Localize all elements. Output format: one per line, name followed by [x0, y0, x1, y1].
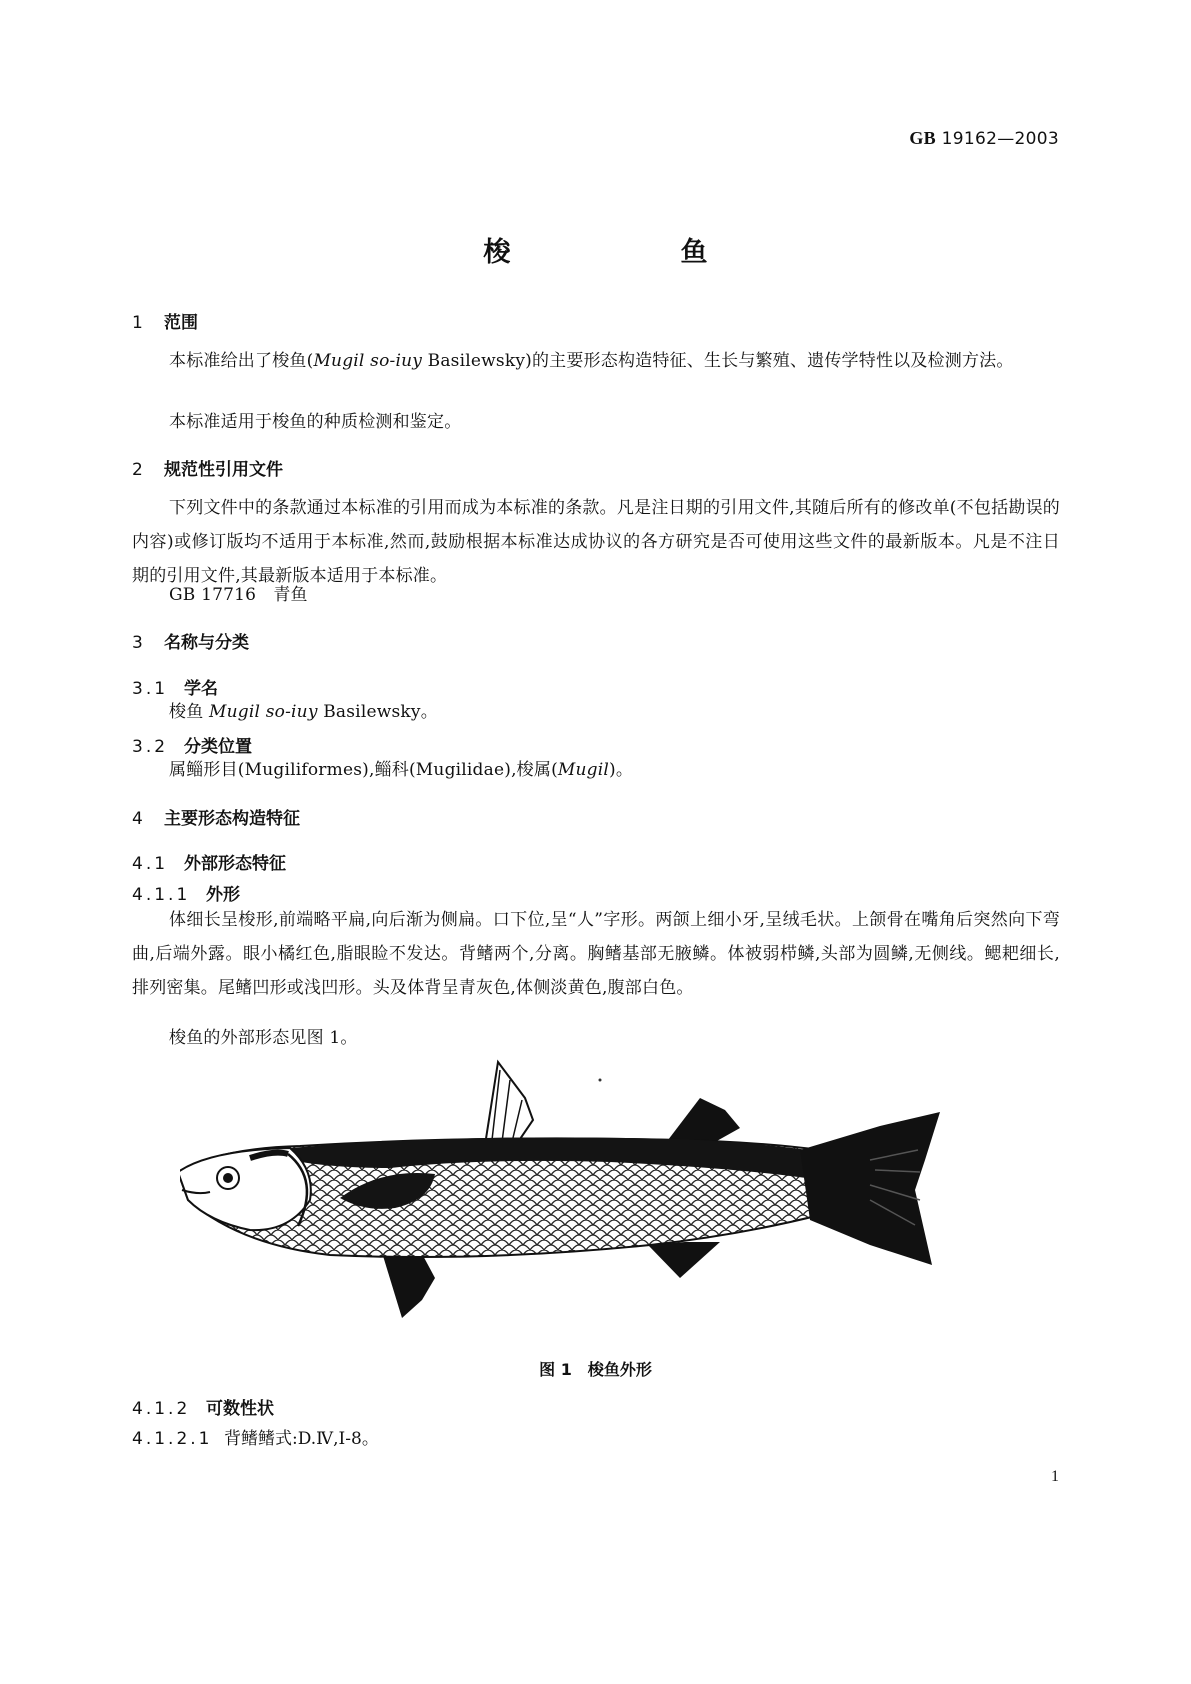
- section-number: 3.1: [132, 679, 169, 699]
- section-heading-4: [132, 804, 300, 829]
- standard-prefix: GB: [909, 128, 936, 148]
- fish-illustration: [180, 1050, 960, 1350]
- section-heading-4-1-2: [132, 1394, 274, 1419]
- section-number: 4: [132, 809, 146, 829]
- text-run: 属鲻形目(Mugiliformes),鲻科(Mugilidae),梭属(: [169, 760, 558, 780]
- section-heading-1: [132, 308, 198, 333]
- clause-4-1-2-1: [132, 1424, 379, 1449]
- genus-name: Mugil: [557, 760, 610, 780]
- section-title: 可数性状: [206, 1399, 274, 1419]
- section-heading-4-1-1: [132, 880, 240, 905]
- section-number: 1: [132, 313, 146, 333]
- section-title: 外部形态特征: [184, 854, 286, 874]
- fish-illustration-icon: [180, 1050, 960, 1350]
- section-number: 4.1.2.1: [132, 1429, 213, 1449]
- section-number: 4.1.1: [132, 885, 191, 905]
- section-title: 分类位置: [184, 737, 252, 757]
- document-title: 梭鱼: [483, 237, 878, 268]
- text-run: 梭鱼: [169, 702, 210, 722]
- paragraph: [132, 344, 1060, 378]
- standard-number: [909, 128, 1059, 149]
- section-heading-3: [132, 628, 249, 653]
- page-number: 1: [1051, 1468, 1059, 1485]
- figure-caption: 图 1 梭鱼外形: [539, 1360, 652, 1379]
- section-title: 外形: [206, 885, 240, 905]
- section-title: 学名: [184, 679, 218, 699]
- scientific-name: Mugil so-iuy: [313, 351, 423, 371]
- standard-code: 19162—2003: [941, 129, 1059, 149]
- text-run: 本标准给出了梭鱼(: [169, 351, 314, 371]
- section-title: 范围: [164, 313, 198, 333]
- section-heading-2: [132, 455, 283, 480]
- paragraph: 本标准适用于梭鱼的种质检测和鉴定。: [169, 412, 462, 432]
- dorsal-fin-formula: 背鳍鳍式:D.Ⅳ,Ⅰ-8。: [224, 1429, 379, 1449]
- paragraph: [169, 695, 1060, 729]
- section-number: 3.2: [132, 737, 169, 757]
- paragraph: 梭鱼的外部形态见图 1。: [169, 1028, 358, 1048]
- paragraph: 下列文件中的条款通过本标准的引用而成为本标准的条款。凡是注日期的引用文件,其随后所有的修改单(不包括勘误的内容)或修订版均不适用于本标准,然而,鼓励根据本标准达成协议的各方研究是否可使用这些文件的最新版本。凡是不注日期的引用文件,其最新版本适用于本标准。: [132, 498, 1060, 586]
- text-run: Basilewsky。: [317, 702, 438, 722]
- section-title: 主要形态构造特征: [164, 809, 300, 829]
- text-run: Basilewsky)的主要形态构造特征、生长与繁殖、遗传学特性以及检测方法。: [422, 351, 1014, 371]
- paragraph: [169, 753, 1060, 787]
- section-number: 3: [132, 633, 146, 653]
- section-title: 规范性引用文件: [164, 460, 283, 480]
- section-number: 2: [132, 460, 146, 480]
- section-number: 4.1.2: [132, 1399, 191, 1419]
- section-number: 4.1: [132, 854, 169, 874]
- text-run: )。: [609, 760, 634, 780]
- scientific-name: Mugil so-iuy: [209, 702, 318, 722]
- paragraph: 体细长呈梭形,前端略平扁,向后渐为侧扁。口下位,呈“人”字形。两颌上细小牙,呈绒毛状。上颌骨在嘴角后突然向下弯曲,后端外露。眼小橘红色,脂眼睑不发达。背鳍两个,分离。胸鳍基部无腋鳞。体被弱栉鳞,头部为圆鳞,无侧线。鳃耙细长,排列密集。尾鳍凹形或浅凹形。头及体背呈青灰色,体侧淡黄色,腹部白色。: [132, 910, 1060, 998]
- section-title: 名称与分类: [164, 633, 249, 653]
- normative-reference: GB 17716 青鱼: [169, 585, 308, 605]
- section-heading-4-1: [132, 849, 286, 874]
